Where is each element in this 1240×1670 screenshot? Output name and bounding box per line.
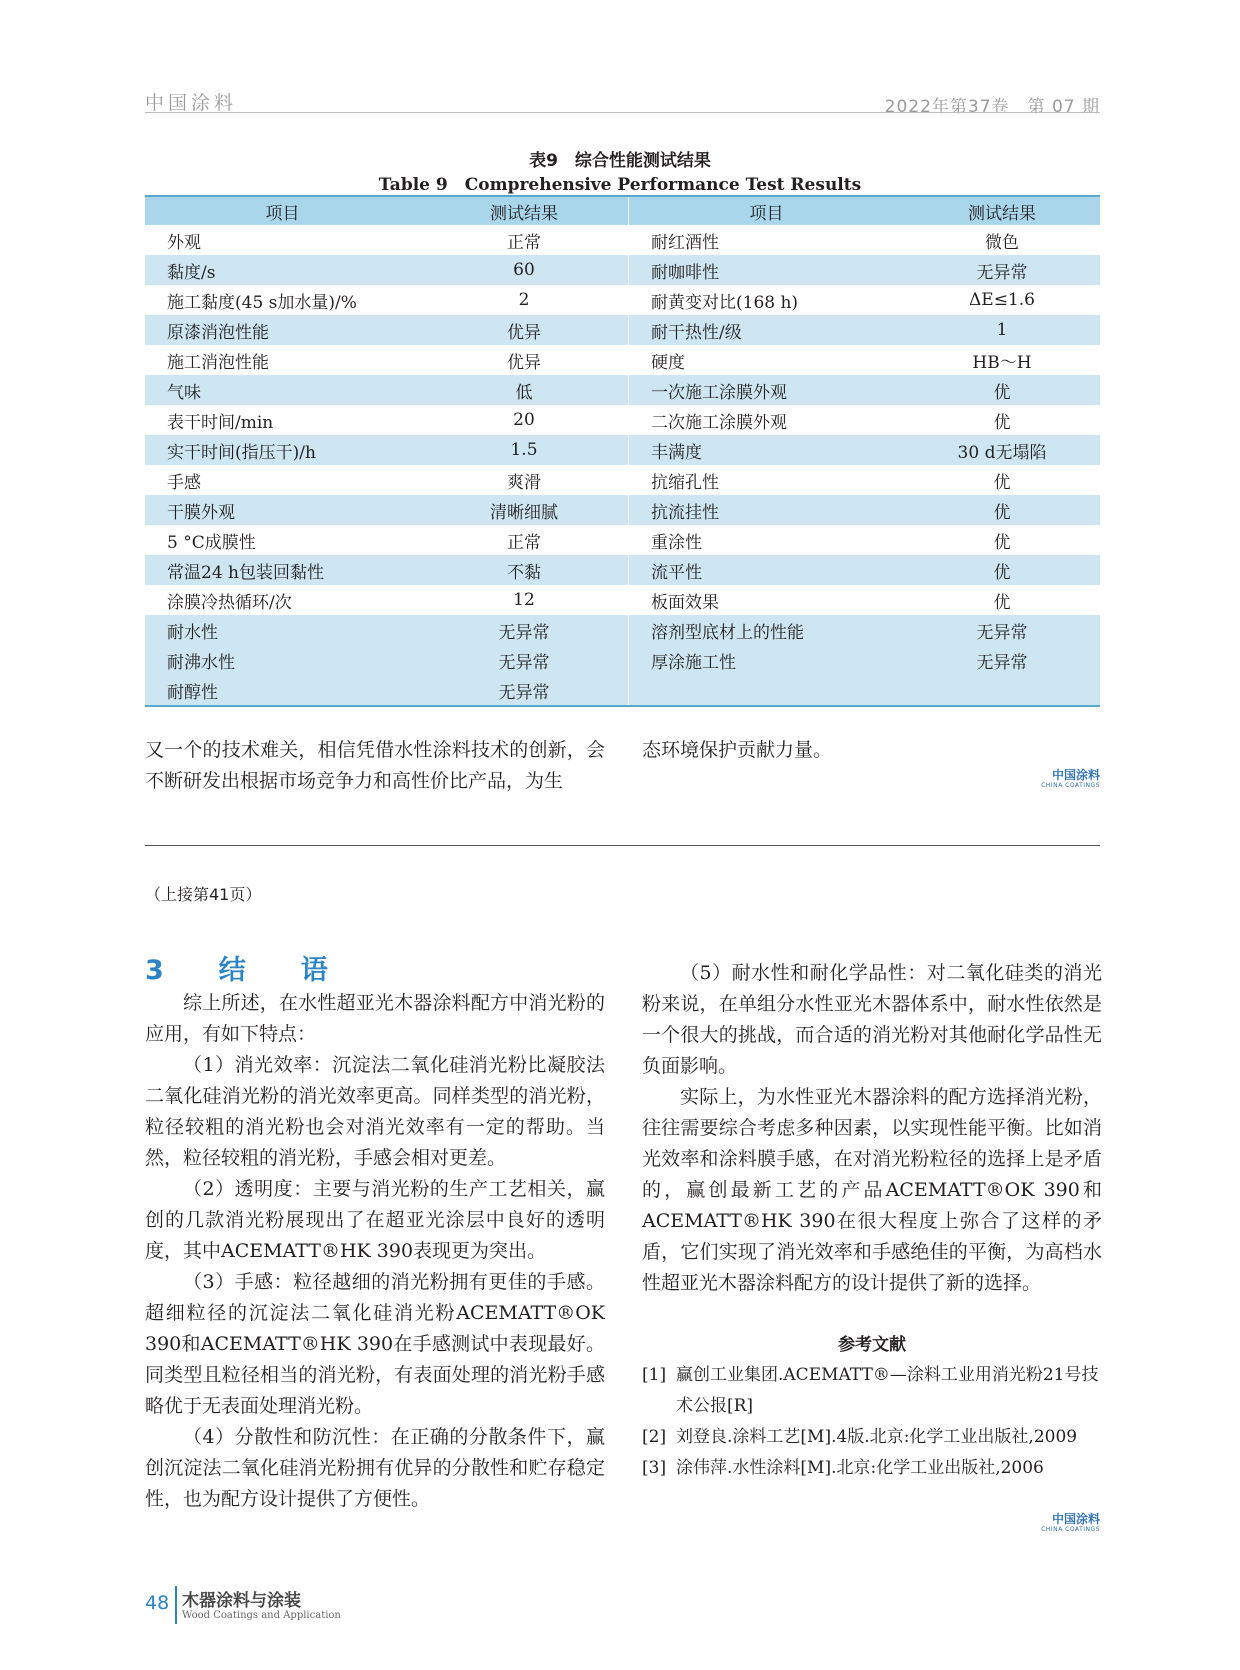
table-cell: 优 <box>993 592 1011 613</box>
paragraph: 实际上，为水性亚光木器涂料的配方选择消光粉，往往需要综合考虑多种因素，以实现性能平衡。比如消光效率和涂料膜手感，在对消光粉粒径的选择上是矛盾的，赢创最新工艺的产品ACEMATT®OK 390和ACEMATT®HK 390在很大程度上弥合了这样的矛盾，它们实现了消光效率和手感绝佳的平衡，为高档水性超亚光木器涂料配方的设计提供了新的选择。 <box>642 1086 1102 1294</box>
left-column <box>145 988 605 1515</box>
table-cell: HB～H <box>972 352 1032 373</box>
table-cell: 1.5 <box>420 435 629 465</box>
header-cell: 测试结果 <box>420 196 629 225</box>
references-list <box>642 1360 1102 1484</box>
table-cell: 优 <box>904 375 1100 405</box>
right-column <box>642 958 1102 1299</box>
paragraph: （2）透明度：主要与消光粉的生产工艺相关，赢创的几款消光粉展现出了在超亚光涂层中良好的透明度，其中ACEMATT®HK 390表现更为突出。 <box>145 1178 605 1262</box>
table-cell: 丰满度 <box>629 435 905 465</box>
table-header-row <box>145 196 1100 225</box>
table-cell: 1 <box>904 315 1100 345</box>
header-cell: 测试结果 <box>904 196 1100 225</box>
table-cell: 30 d无塌陷 <box>904 435 1100 465</box>
table-cell: 耐醇性 <box>145 675 420 706</box>
table-cell: 硬度 <box>651 352 685 373</box>
table-cell: 无异常 <box>420 675 629 706</box>
table-cell: 优 <box>904 555 1100 585</box>
table-row <box>145 225 1100 255</box>
table-row <box>145 345 1100 375</box>
table-cell: 20 <box>420 405 629 435</box>
column-name-cn: 木器涂料与涂装 <box>182 1591 301 1611</box>
table-row <box>145 375 1100 405</box>
table-cell: 干膜外观 <box>145 495 420 525</box>
table-row <box>145 675 1100 706</box>
logo-en: CHINA COATINGS <box>1041 1526 1100 1533</box>
table-cell: 涂膜冷热循环/次 <box>167 592 292 613</box>
table-caption-en: Table 9 Comprehensive Performance Test Results <box>378 175 862 195</box>
table-cell: 原漆消泡性能 <box>145 315 420 345</box>
table-cell: 抗流挂性 <box>629 495 905 525</box>
table-cell: 优 <box>993 532 1011 553</box>
table-row <box>145 285 1100 315</box>
reference-number: [1] <box>642 1365 667 1385</box>
table-cell: 流平性 <box>629 555 905 585</box>
table-cell: 常温24 h包装回黏性 <box>145 555 420 585</box>
table-cell: 厚涂施工性 <box>629 645 905 675</box>
references-title: 参考文献 <box>838 1335 906 1355</box>
header-rule <box>145 112 1100 113</box>
table-cell: 优异 <box>420 345 629 375</box>
table-cell: 气味 <box>145 375 420 405</box>
table-cell: 板面效果 <box>651 592 719 613</box>
footer-divider <box>175 1586 177 1624</box>
table-cell: 表干时间/min <box>167 412 274 433</box>
table-cell: 优 <box>904 495 1100 525</box>
paragraph: （3）手感：粒径越细的消光粉拥有更佳的手感。超细粒径的沉淀法二氧化硅消光粉ACEMATT®OK 390和ACEMATT®HK 390在手感测试中表现最好。同类型且粒径相当的消光粉，有表面处理的消光粉手感略优于无表面处理消光粉。 <box>145 1271 605 1417</box>
table-cell: 黏度/s <box>145 255 420 285</box>
table-cell: 耐黄变对比(168 h) <box>651 292 799 313</box>
table-cell: 60 <box>420 255 629 285</box>
table-cell: 优异 <box>420 315 629 345</box>
header-cell: 项目 <box>145 196 420 225</box>
table-cell: 耐咖啡性 <box>629 255 905 285</box>
page-number: 48 <box>145 1592 170 1614</box>
reference-number: [3] <box>642 1458 667 1478</box>
table-cell: 手感 <box>167 472 201 493</box>
table-cell: 无异常 <box>904 615 1100 645</box>
table-cell: 优 <box>993 472 1011 493</box>
reference-item <box>642 1453 1102 1484</box>
reference-text: 赢创工业集团.ACEMATT®—涂料工业用消光粉21号技术公报[R] <box>676 1365 1099 1416</box>
table-row <box>145 405 1100 435</box>
table-row <box>145 525 1100 555</box>
logo-cn: 中国涂料 <box>1051 768 1100 782</box>
reference-item <box>642 1360 1102 1422</box>
table-cell: 2 <box>420 285 629 315</box>
table-cell: 无异常 <box>420 645 629 675</box>
table-caption-cn: 表9 综合性能测试结果 <box>529 151 711 171</box>
table-cell: 重涂性 <box>651 532 702 553</box>
paragraph: （1）消光效率：沉淀法二氧化硅消光粉比凝胶法二氧化硅消光粉的消光效率更高。同样类型的消光粉，粒径较粗的消光粉也会对消光效率有一定的帮助。当然，粒径较粗的消光粉，手感会相对更差。 <box>145 1054 605 1169</box>
journal-name: 中国涂料 <box>145 92 238 114</box>
table-row <box>145 495 1100 525</box>
results-table <box>145 195 1100 707</box>
reference-number: [2] <box>642 1427 667 1447</box>
table-row <box>145 615 1100 645</box>
table-cell: 无异常 <box>420 615 629 645</box>
reference-text: 刘登良.涂料工艺[M].4版.北京:化学工业出版社,2009 <box>676 1427 1078 1447</box>
table-cell: 优 <box>993 412 1011 433</box>
table-row <box>145 465 1100 495</box>
table-cell: 正常 <box>420 225 629 255</box>
table-cell: 施工消泡性能 <box>167 352 269 373</box>
table-row <box>145 255 1100 285</box>
carryover-left: 又一个的技术难关，相信凭借水性涂料技术的创新，会不断研发出根据市场竞争力和高性价比产品，为生 <box>145 739 605 792</box>
table-cell: 施工黏度(45 s加水量)/% <box>167 292 357 313</box>
paragraph: 综上所述，在水性超亚光木器涂料配方中消光粉的应用，有如下特点： <box>145 992 605 1045</box>
table-cell <box>629 675 905 706</box>
table-row <box>145 435 1100 465</box>
table-cell: 12 <box>420 585 629 615</box>
table-cell: 外观 <box>167 232 201 253</box>
logo-cn: 中国涂料 <box>1051 1512 1100 1526</box>
table-cell: 正常 <box>420 525 629 555</box>
table-cell: 无异常 <box>904 255 1100 285</box>
issue-info: 2022年第37卷 第 07 期 <box>884 97 1100 117</box>
table-cell: 耐干热性/级 <box>629 315 905 345</box>
section-title: 3 结 语 <box>145 955 342 986</box>
table-cell: 一次施工涂膜外观 <box>629 375 905 405</box>
table-cell: 耐水性 <box>145 615 420 645</box>
table-cell: 溶剂型底材上的性能 <box>629 615 905 645</box>
china-coatings-logo <box>1000 768 1100 790</box>
table-cell: ΔE≤1.6 <box>969 290 1035 310</box>
paragraph: （4）分散性和防沉性：在正确的分散条件下，赢创沉淀法二氧化硅消光粉拥有优异的分散性和贮存稳定性，也为配方设计提供了方便性。 <box>145 1426 605 1510</box>
continued-note: （上接第41页） <box>145 885 262 904</box>
table-cell: 爽滑 <box>420 465 629 495</box>
table-row <box>145 315 1100 345</box>
table-cell: 微色 <box>985 232 1019 253</box>
table-row <box>145 555 1100 585</box>
table-cell: 不黏 <box>420 555 629 585</box>
logo-en: CHINA COATINGS <box>1041 782 1100 789</box>
table-cell <box>904 675 1100 706</box>
column-name-en: Wood Coatings and Application <box>182 1610 341 1621</box>
reference-item <box>642 1422 1102 1453</box>
table-cell: 抗缩孔性 <box>651 472 719 493</box>
table-cell: 二次施工涂膜外观 <box>651 412 787 433</box>
carryover-right: 态环境保护贡献力量。 <box>642 739 833 761</box>
table-cell: 低 <box>420 375 629 405</box>
table-row <box>145 585 1100 615</box>
table-cell: 实干时间(指压干)/h <box>145 435 420 465</box>
table-cell: 清晰细腻 <box>420 495 629 525</box>
china-coatings-logo <box>1000 1512 1100 1534</box>
header-cell: 项目 <box>629 196 905 225</box>
table-cell: 无异常 <box>904 645 1100 675</box>
table-cell: 耐沸水性 <box>145 645 420 675</box>
table-row <box>145 645 1100 675</box>
article-separator <box>145 845 1100 846</box>
reference-text: 涂伟萍.水性涂料[M].北京:化学工业出版社,2006 <box>676 1458 1044 1478</box>
table-cell: 5 °C成膜性 <box>167 532 256 553</box>
table-cell: 耐红酒性 <box>651 232 719 253</box>
paragraph: （5）耐水性和耐化学品性：对二氧化硅类的消光粉来说，在单组分水性亚光木器体系中，耐水性依然是一个很大的挑战，而合适的消光粉对其他耐化学品性无负面影响。 <box>642 962 1102 1077</box>
